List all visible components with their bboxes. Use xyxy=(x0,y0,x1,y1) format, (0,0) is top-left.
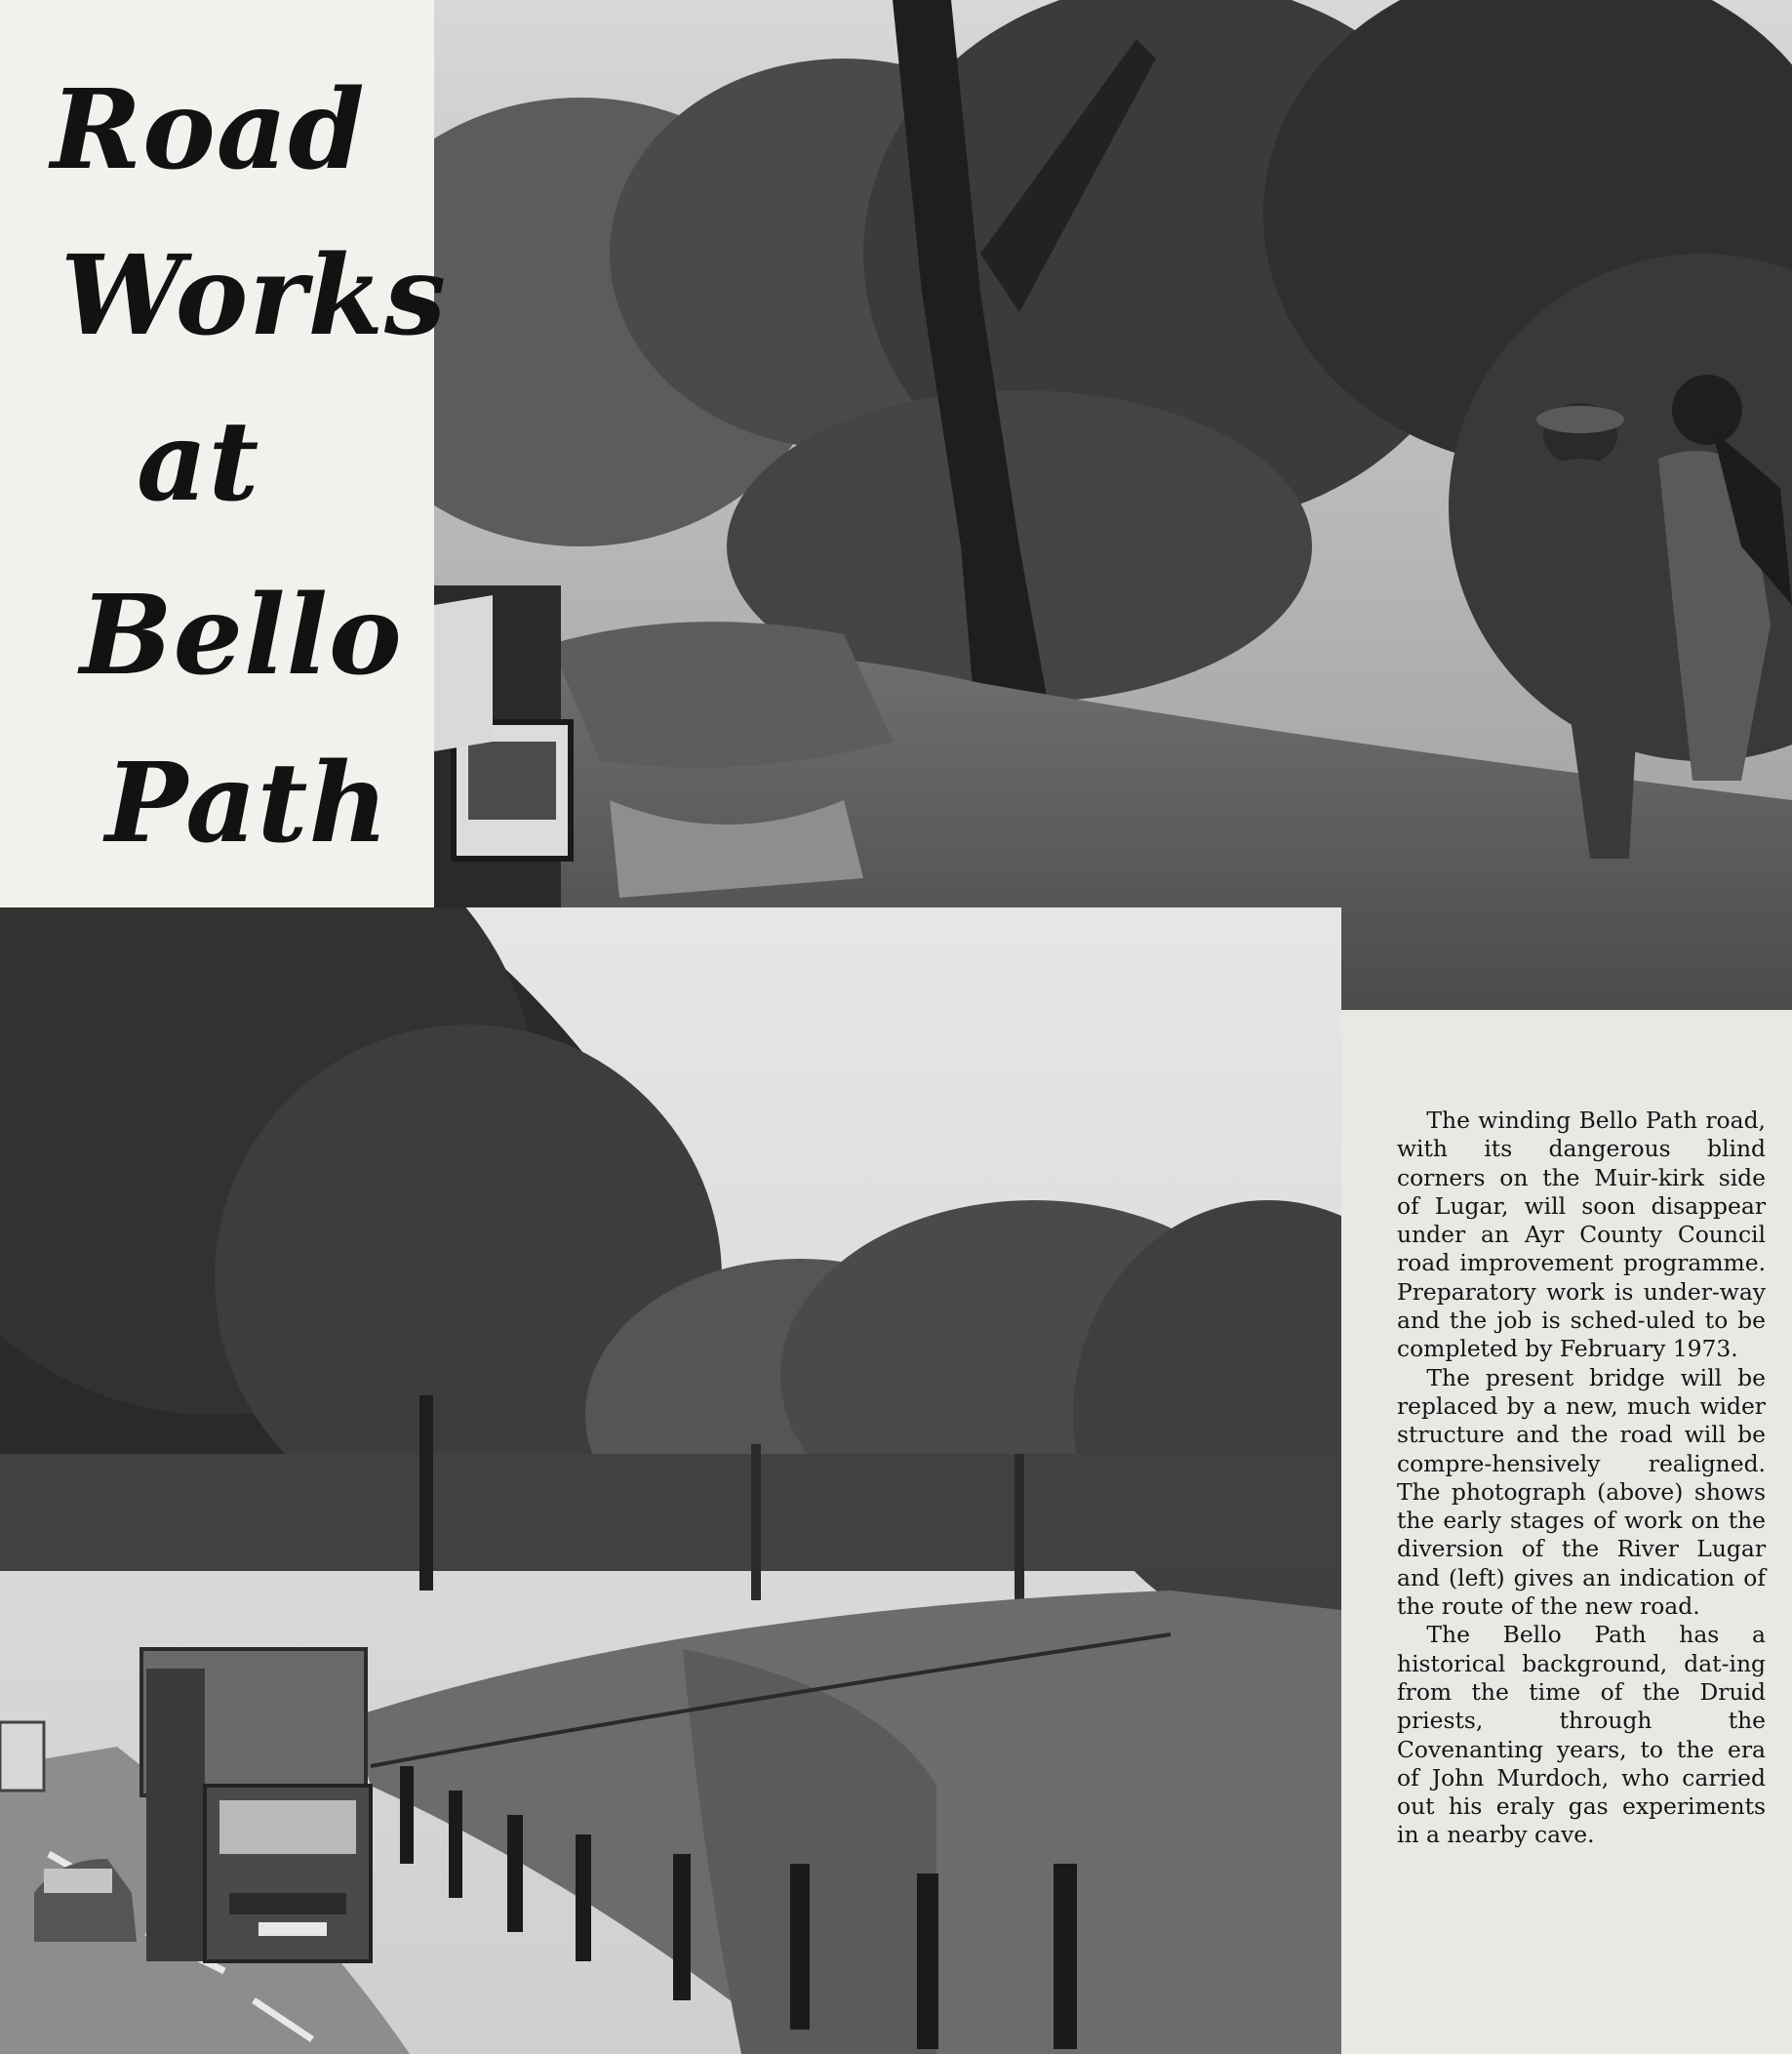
headline-line-5: Path xyxy=(105,740,389,867)
bottom-photo-image xyxy=(0,907,1341,2054)
headline-block xyxy=(0,0,448,907)
article-body xyxy=(1397,1107,1766,1850)
top-photo-river-works xyxy=(434,0,1792,1010)
headline-line-3: at xyxy=(137,398,260,526)
article-paragraph-3: The Bello Path has a historical background, dat-ing from the time of the Druid priests, through the Covenanting years, to the era of John Murdoch, who carried out his eraly gas experiments in a nearby cave. xyxy=(1397,1621,1766,1849)
bottom-photo-road xyxy=(0,907,1341,2054)
headline-line-4: Bello xyxy=(80,572,403,700)
article-paragraph-2: The present bridge will be replaced by a new, much wider structure and the road will be compre-hensively realigned. The photograph (above) shows the early stages of work on the diversion of the River Lugar and (left) gives an indication of the route of the new road. xyxy=(1397,1363,1766,1621)
article-paragraph-1: The winding Bello Path road, with its dangerous blind corners on the Muir-kirk side of Lugar, will soon disappear under an Ayr County Council road improvement programme. Preparatory work is under-way and the job is sched-uled to be completed by February 1973. xyxy=(1397,1107,1766,1363)
top-photo-image xyxy=(434,0,1792,1010)
headline-line-1: Road xyxy=(51,66,366,194)
headline-line-2: Works xyxy=(60,232,448,360)
